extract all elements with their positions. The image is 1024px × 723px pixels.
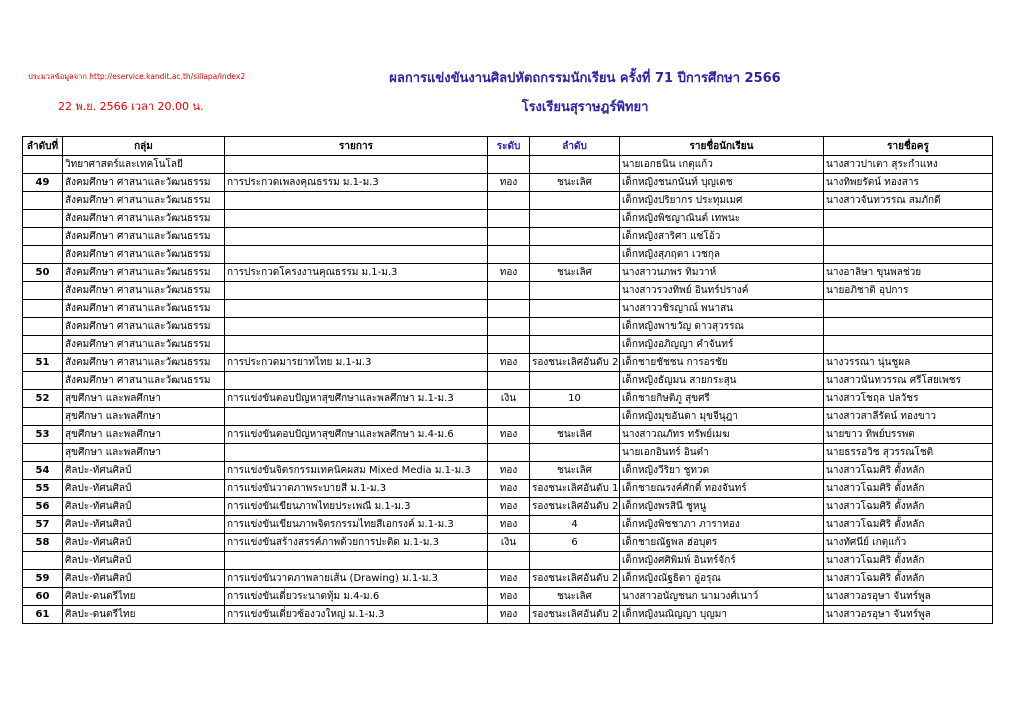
cell-rank — [530, 192, 620, 210]
table-row — [23, 282, 993, 300]
table-row — [23, 192, 993, 210]
table-body — [23, 156, 993, 624]
cell-rank — [530, 228, 620, 246]
cell-no: 49 — [23, 174, 63, 192]
cell-group: ศิลปะ-ทัศนศิลป์ — [63, 480, 225, 498]
cell-student: เด็กหญิงวีริยา ชูทวด — [620, 462, 824, 480]
cell-level — [488, 444, 530, 462]
cell-no: 59 — [23, 570, 63, 588]
table-row — [23, 426, 993, 444]
cell-teacher: นางสาวโฉมศิริ ตั้งหลัก — [824, 498, 993, 516]
table-row — [23, 228, 993, 246]
cell-no — [23, 192, 63, 210]
cell-event: การประกวดมารยาทไทย ม.1-ม.3 — [225, 354, 488, 372]
cell-rank: ชนะเลิศ — [530, 588, 620, 606]
cell-level — [488, 552, 530, 570]
cell-group: ศิลปะ-ดนตรีไทย — [63, 588, 225, 606]
cell-group: สังคมศึกษา ศาสนาและวัฒนธรรม — [63, 354, 225, 372]
cell-rank — [530, 444, 620, 462]
cell-student: นางสาวรวงทิพย์ อินทร์ปรางค์ — [620, 282, 824, 300]
cell-student: นางสาวอนัญชนก นามวงศ์เนาว์ — [620, 588, 824, 606]
col-header-rank: ลำดับ — [530, 137, 620, 156]
table-row — [23, 408, 993, 426]
cell-level: ทอง — [488, 588, 530, 606]
cell-teacher: นางสาวโฉมศิริ ตั้งหลัก — [824, 570, 993, 588]
cell-teacher: นางสาวอรอุษา จันทร์พูล — [824, 606, 993, 624]
cell-event: การแข่งขันจิตรกรรมเทคนิคผสม Mixed Media ม.1-ม.3 — [225, 462, 488, 480]
cell-teacher: นางสาวนันทวรรณ ศรีโสยเพชร — [824, 372, 993, 390]
cell-rank: ชนะเลิศ — [530, 174, 620, 192]
cell-level — [488, 228, 530, 246]
table-row — [23, 444, 993, 462]
cell-teacher — [824, 336, 993, 354]
cell-no — [23, 444, 63, 462]
cell-event — [225, 246, 488, 264]
cell-rank: 4 — [530, 516, 620, 534]
cell-event — [225, 156, 488, 174]
cell-student: เด็กหญิงพาขวัญ ดาวสุวรรณ — [620, 318, 824, 336]
cell-event: การแข่งขันเขียนภาพไทยประเพณี ม.1-ม.3 — [225, 498, 488, 516]
cell-group: สุขศึกษา และพลศึกษา — [63, 408, 225, 426]
cell-group: สังคมศึกษา ศาสนาและวัฒนธรรม — [63, 300, 225, 318]
cell-rank: 10 — [530, 390, 620, 408]
source-url-note: ประมวลข้อมูลจาก http://eservice.kandit.ac.th/sillapa/index2 — [28, 72, 246, 81]
cell-no — [23, 318, 63, 336]
cell-rank: รองชนะเลิศอันดับ 2 — [530, 606, 620, 624]
cell-student: เด็กหญิงณัฐธิดา อู่อรุณ — [620, 570, 824, 588]
cell-no — [23, 246, 63, 264]
cell-group: ศิลปะ-ทัศนศิลป์ — [63, 462, 225, 480]
cell-event: การแข่งขันวาดภาพระบายสี ม.1-ม.3 — [225, 480, 488, 498]
cell-event — [225, 408, 488, 426]
cell-no — [23, 300, 63, 318]
cell-no: 53 — [23, 426, 63, 444]
cell-group: สังคมศึกษา ศาสนาและวัฒนธรรม — [63, 192, 225, 210]
cell-no: 58 — [23, 534, 63, 552]
school-name: โรงเรียนสุราษฎร์พิทยา — [521, 100, 649, 115]
cell-level: เงิน — [488, 390, 530, 408]
cell-rank — [530, 300, 620, 318]
table-row — [23, 372, 993, 390]
cell-level: ทอง — [488, 354, 530, 372]
cell-group: วิทยาศาสตร์และเทคโนโลยี — [63, 156, 225, 174]
table-row — [23, 588, 993, 606]
table-row — [23, 570, 993, 588]
cell-event — [225, 192, 488, 210]
cell-group: ศิลปะ-ทัศนศิลป์ — [63, 534, 225, 552]
cell-no — [23, 552, 63, 570]
cell-level: ทอง — [488, 570, 530, 588]
cell-teacher: นางสาวโฉมศิริ ตั้งหลัก — [824, 480, 993, 498]
cell-level: เงิน — [488, 534, 530, 552]
timestamp: 22 พ.ย. 2566 เวลา 20.00 น. — [58, 100, 204, 113]
cell-student: เด็กหญิงมุขอันดา มุขจีนุฎา — [620, 408, 824, 426]
cell-group: สังคมศึกษา ศาสนาและวัฒนธรรม — [63, 210, 225, 228]
cell-student: เด็กหญิงพรสินี ชูหนู — [620, 498, 824, 516]
table-row — [23, 156, 993, 174]
cell-event — [225, 282, 488, 300]
cell-teacher: นางอาลิษา ขุนพลช่วย — [824, 264, 993, 282]
cell-student: เด็กชายกิษติภู สุขศรี — [620, 390, 824, 408]
cell-rank: รองชนะเลิศอันดับ 2 — [530, 354, 620, 372]
cell-level: ทอง — [488, 498, 530, 516]
cell-student: นางสาวณภัทร ทรัพย์เมฆ — [620, 426, 824, 444]
cell-teacher — [824, 228, 993, 246]
cell-no — [23, 372, 63, 390]
cell-no: 60 — [23, 588, 63, 606]
cell-group: ศิลปะ-ทัศนศิลป์ — [63, 552, 225, 570]
cell-event — [225, 336, 488, 354]
cell-no — [23, 156, 63, 174]
cell-student: นายเอกธนิน เกตุแก้ว — [620, 156, 824, 174]
table-row — [23, 534, 993, 552]
cell-student: เด็กหญิงชนกนันท์ บุญเดช — [620, 174, 824, 192]
cell-event: การแข่งขันเดี่ยวระนาดทุ้ม ม.4-ม.6 — [225, 588, 488, 606]
cell-no: 52 — [23, 390, 63, 408]
cell-level — [488, 408, 530, 426]
cell-student: นางสาวนภพร ทิมวาห์ — [620, 264, 824, 282]
cell-teacher: นายอภิชาติ อุปการ — [824, 282, 993, 300]
table-row — [23, 246, 993, 264]
cell-group: สุขศึกษา และพลศึกษา — [63, 426, 225, 444]
cell-teacher: นางสาวจันทวรรณ สมภักดี — [824, 192, 993, 210]
cell-teacher: นางสาวปาเตา สุระกำแหง — [824, 156, 993, 174]
cell-no: 55 — [23, 480, 63, 498]
cell-no — [23, 336, 63, 354]
cell-teacher: นางสาวอรอุษา จันทร์พูล — [824, 588, 993, 606]
cell-rank — [530, 282, 620, 300]
cell-group: ศิลปะ-ทัศนศิลป์ — [63, 516, 225, 534]
cell-no: 57 — [23, 516, 63, 534]
cell-group: สังคมศึกษา ศาสนาและวัฒนธรรม — [63, 318, 225, 336]
cell-student: เด็กหญิงธัญมน สายกระสุน — [620, 372, 824, 390]
cell-group: ศิลปะ-ทัศนศิลป์ — [63, 570, 225, 588]
table-row — [23, 498, 993, 516]
table-row — [23, 606, 993, 624]
cell-student: เด็กหญิงพิชญาณินต์ เทพนะ — [620, 210, 824, 228]
cell-student: เด็กหญิงอภิญญา คำจันทร์ — [620, 336, 824, 354]
cell-student: เด็กหญิงศศิพิมพ์ อินทร์จักร์ — [620, 552, 824, 570]
table-row — [23, 300, 993, 318]
cell-no — [23, 210, 63, 228]
cell-level: ทอง — [488, 174, 530, 192]
cell-level — [488, 372, 530, 390]
cell-event: การประกวดโครงงานคุณธรรม ม.1-ม.3 — [225, 264, 488, 282]
cell-group: สังคมศึกษา ศาสนาและวัฒนธรรม — [63, 228, 225, 246]
cell-group: สังคมศึกษา ศาสนาและวัฒนธรรม — [63, 174, 225, 192]
cell-rank: ชนะเลิศ — [530, 426, 620, 444]
table-row — [23, 480, 993, 498]
table-row — [23, 264, 993, 282]
cell-teacher: นางทัศนีย์ เกตุแก้ว — [824, 534, 993, 552]
cell-student: เด็กหญิงปริยากร ประทุมเมศ — [620, 192, 824, 210]
cell-no: 50 — [23, 264, 63, 282]
cell-no: 56 — [23, 498, 63, 516]
cell-teacher — [824, 210, 993, 228]
table-header-row — [23, 137, 993, 156]
cell-rank: 6 — [530, 534, 620, 552]
cell-teacher: นางทิพยรัตน์ ทองสาร — [824, 174, 993, 192]
table-row — [23, 516, 993, 534]
cell-rank — [530, 336, 620, 354]
table-row — [23, 462, 993, 480]
cell-rank — [530, 156, 620, 174]
cell-group: สุขศึกษา และพลศึกษา — [63, 444, 225, 462]
cell-rank: ชนะเลิศ — [530, 264, 620, 282]
col-header-teachers: รายชื่อครู — [824, 137, 993, 156]
cell-event — [225, 552, 488, 570]
cell-teacher: นายธรรอวิช สุวรรณโชติ — [824, 444, 993, 462]
cell-teacher — [824, 318, 993, 336]
cell-student: เด็กหญิงสุภฤตา เวชกุล — [620, 246, 824, 264]
cell-event — [225, 444, 488, 462]
cell-teacher: นางสาวโฉมศิริ ตั้งหลัก — [824, 552, 993, 570]
table-row — [23, 174, 993, 192]
cell-event — [225, 318, 488, 336]
cell-level: ทอง — [488, 462, 530, 480]
cell-event: การแข่งขันสร้างสรรค์ภาพด้วยการปะติด ม.1-ม.3 — [225, 534, 488, 552]
table-row — [23, 390, 993, 408]
cell-event: การประกวดเพลงคุณธรรม ม.1-ม.3 — [225, 174, 488, 192]
cell-event: การแข่งขันเขียนภาพจิตรกรรมไทยสีเอกรงค์ ม.1-ม.3 — [225, 516, 488, 534]
cell-teacher: นางสาวโชฤล ปลวัชร — [824, 390, 993, 408]
cell-event — [225, 210, 488, 228]
cell-teacher: นางวรรณา นุ่นชูผล — [824, 354, 993, 372]
cell-event — [225, 372, 488, 390]
results-table — [22, 136, 993, 624]
cell-rank — [530, 318, 620, 336]
cell-teacher — [824, 246, 993, 264]
cell-event — [225, 228, 488, 246]
cell-rank — [530, 372, 620, 390]
col-header-level: ระดับ — [488, 137, 530, 156]
cell-group: สังคมศึกษา ศาสนาและวัฒนธรรม — [63, 282, 225, 300]
cell-teacher: นายขาว ทิพย์บรรพต — [824, 426, 993, 444]
cell-rank: ชนะเลิศ — [530, 462, 620, 480]
cell-no: 54 — [23, 462, 63, 480]
cell-student: เด็กหญิงสาริศา แซ่โอ้ว — [620, 228, 824, 246]
table-row — [23, 210, 993, 228]
cell-level — [488, 336, 530, 354]
cell-no — [23, 228, 63, 246]
cell-student: เด็กชายชัชชน การอรชัย — [620, 354, 824, 372]
cell-student: นายเอกอินทร์ อินต๋า — [620, 444, 824, 462]
cell-event — [225, 300, 488, 318]
cell-student: นางสาววชิรญาณ์ พนาสน — [620, 300, 824, 318]
cell-teacher: นางสาวสาลีรัตน์ ทองขาว — [824, 408, 993, 426]
cell-event: การแข่งขันตอบปัญหาสุขศึกษาและพลศึกษา ม.1-ม.3 — [225, 390, 488, 408]
cell-group: สังคมศึกษา ศาสนาและวัฒนธรรม — [63, 246, 225, 264]
cell-rank — [530, 408, 620, 426]
cell-no: 51 — [23, 354, 63, 372]
table-row — [23, 318, 993, 336]
cell-student: เด็กหญิงพิชชาภา ภาราทอง — [620, 516, 824, 534]
cell-teacher: นางสาวโฉมศิริ ตั้งหลัก — [824, 516, 993, 534]
cell-group: สังคมศึกษา ศาสนาและวัฒนธรรม — [63, 264, 225, 282]
cell-rank — [530, 246, 620, 264]
cell-rank — [530, 552, 620, 570]
table-row — [23, 336, 993, 354]
table-row — [23, 354, 993, 372]
cell-no: 61 — [23, 606, 63, 624]
cell-student: เด็กชายณัฐพล ฮ่อบุตร — [620, 534, 824, 552]
cell-group: ศิลปะ-ทัศนศิลป์ — [63, 498, 225, 516]
cell-teacher: นางสาวโฉมศิริ ตั้งหลัก — [824, 462, 993, 480]
cell-no — [23, 282, 63, 300]
cell-level: ทอง — [488, 606, 530, 624]
cell-no — [23, 408, 63, 426]
cell-level: ทอง — [488, 426, 530, 444]
cell-level — [488, 156, 530, 174]
cell-student: เด็กชายณรงค์ศักดิ์ ทองจันทร์ — [620, 480, 824, 498]
cell-rank — [530, 210, 620, 228]
col-header-students: รายชื่อนักเรียน — [620, 137, 824, 156]
cell-level — [488, 246, 530, 264]
col-header-group: กลุ่ม — [63, 137, 225, 156]
cell-level: ทอง — [488, 264, 530, 282]
cell-event: การแข่งขันเดี่ยวซ้องวงใหญ่ ม.1-ม.3 — [225, 606, 488, 624]
cell-level — [488, 192, 530, 210]
cell-rank: รองชนะเลิศอันดับ 1 — [530, 480, 620, 498]
cell-level — [488, 318, 530, 336]
cell-level: ทอง — [488, 480, 530, 498]
cell-teacher — [824, 300, 993, 318]
cell-event: การแข่งขันวาดภาพลายเส้น (Drawing) ม.1-ม.3 — [225, 570, 488, 588]
cell-group: สังคมศึกษา ศาสนาและวัฒนธรรม — [63, 336, 225, 354]
cell-rank: รองชนะเลิศอันดับ 2 — [530, 498, 620, 516]
cell-rank: รองชนะเลิศอันดับ 2 — [530, 570, 620, 588]
cell-group: สังคมศึกษา ศาสนาและวัฒนธรรม — [63, 372, 225, 390]
cell-level: ทอง — [488, 516, 530, 534]
cell-level — [488, 282, 530, 300]
document-title: ผลการแข่งขันงานศิลปหัตถกรรมนักเรียน ครั้งที่ 71 ปีการศึกษา 2566 — [389, 71, 781, 86]
cell-student: เด็กหญิงนณิญญา บุญมา — [620, 606, 824, 624]
cell-event: การแข่งขันตอบปัญหาสุขศึกษาและพลศึกษา ม.4-ม.6 — [225, 426, 488, 444]
cell-level — [488, 210, 530, 228]
cell-level — [488, 300, 530, 318]
col-header-no: ลำดับที่ — [23, 137, 63, 156]
cell-group: ศิลปะ-ดนตรีไทย — [63, 606, 225, 624]
table-row — [23, 552, 993, 570]
cell-group: สุขศึกษา และพลศึกษา — [63, 390, 225, 408]
col-header-event: รายการ — [225, 137, 488, 156]
